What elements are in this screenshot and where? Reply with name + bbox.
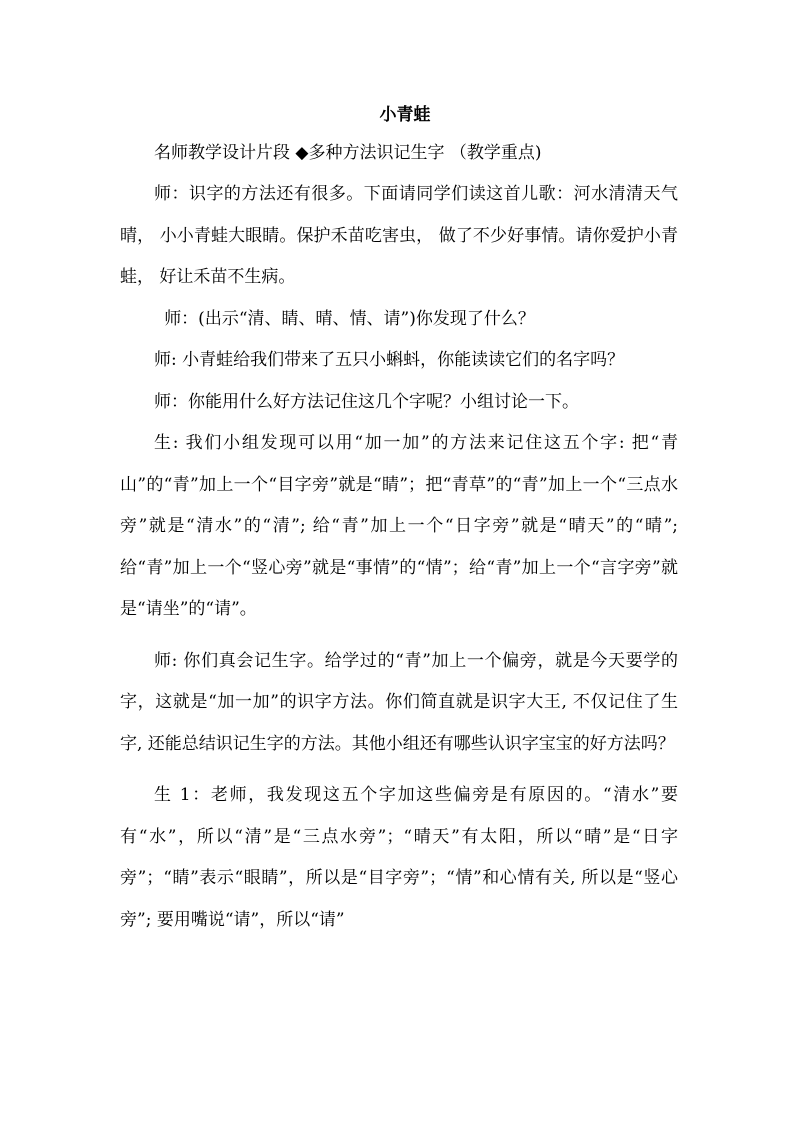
paragraph-show-characters: 师：(出示“清、睛、晴、情、请”)你发现了什么？ <box>164 308 535 329</box>
paragraph-student-1: 生 1：老师，我发现这五个字加这些偏旁是有原因的。“清水”要有“水”，所以“清”是“三点水旁”；“晴天”有太阳，所以“晴”是“日字旁”；“睛”表示“眼睛”，所以是“目字旁”；“情”和心情有关, 所以是“竖心旁”; 要用嘴说“请”，所以“请” <box>120 785 678 930</box>
paragraph-rhyme: 师：识字的方法还有很多。下面请同学们读这首儿歌：河水清清天气晴， 小小青蛙大眼睛。保护禾苗吃害虫， 做了不少好事情。请你爱护小青蛙， 好让禾苗不生病。 <box>120 184 678 287</box>
paragraph-teacher-summary: 师: 你们真会记生字。给学过的“青”加上一个偏旁，就是今天要学的字，这就是“加一加”的识字方法。你们简直就是识字大王, 不仅记住了生字, 还能总结识记生字的方法。其他小组还有哪些认识字宝宝的好方法吗？ <box>120 650 678 754</box>
paragraph-discussion: 师：你能用什么好方法记住这几个字呢？小组讨论一下。 <box>154 391 579 412</box>
paragraph-student-answer: 生: 我们小组发现可以用“加一加”的方法来记住这五个字: 把“青山”的“青”加上一个“目字旁”就是“睛”；把“青草”的“青”加上一个“三点水旁”就是“清水”的“清”; 给“青”加上一个“日字旁”就是“晴天”的“晴”; 给“青”加上一个“竖心旁”就是“事情”的“情”；给“青”加上一个“言字旁”就是“请坐”的“请”。 <box>120 433 678 619</box>
document-title: 小青蛙 <box>379 105 431 125</box>
document-page <box>120 100 678 941</box>
paragraph-tadpoles: 师: 小青蛙给我们带来了五只小蝌蚪，你能读读它们的名字吗？ <box>154 350 625 370</box>
section-heading: 名师教学设计片段 ◆多种方法识记生字 （教学重点) <box>154 143 542 163</box>
